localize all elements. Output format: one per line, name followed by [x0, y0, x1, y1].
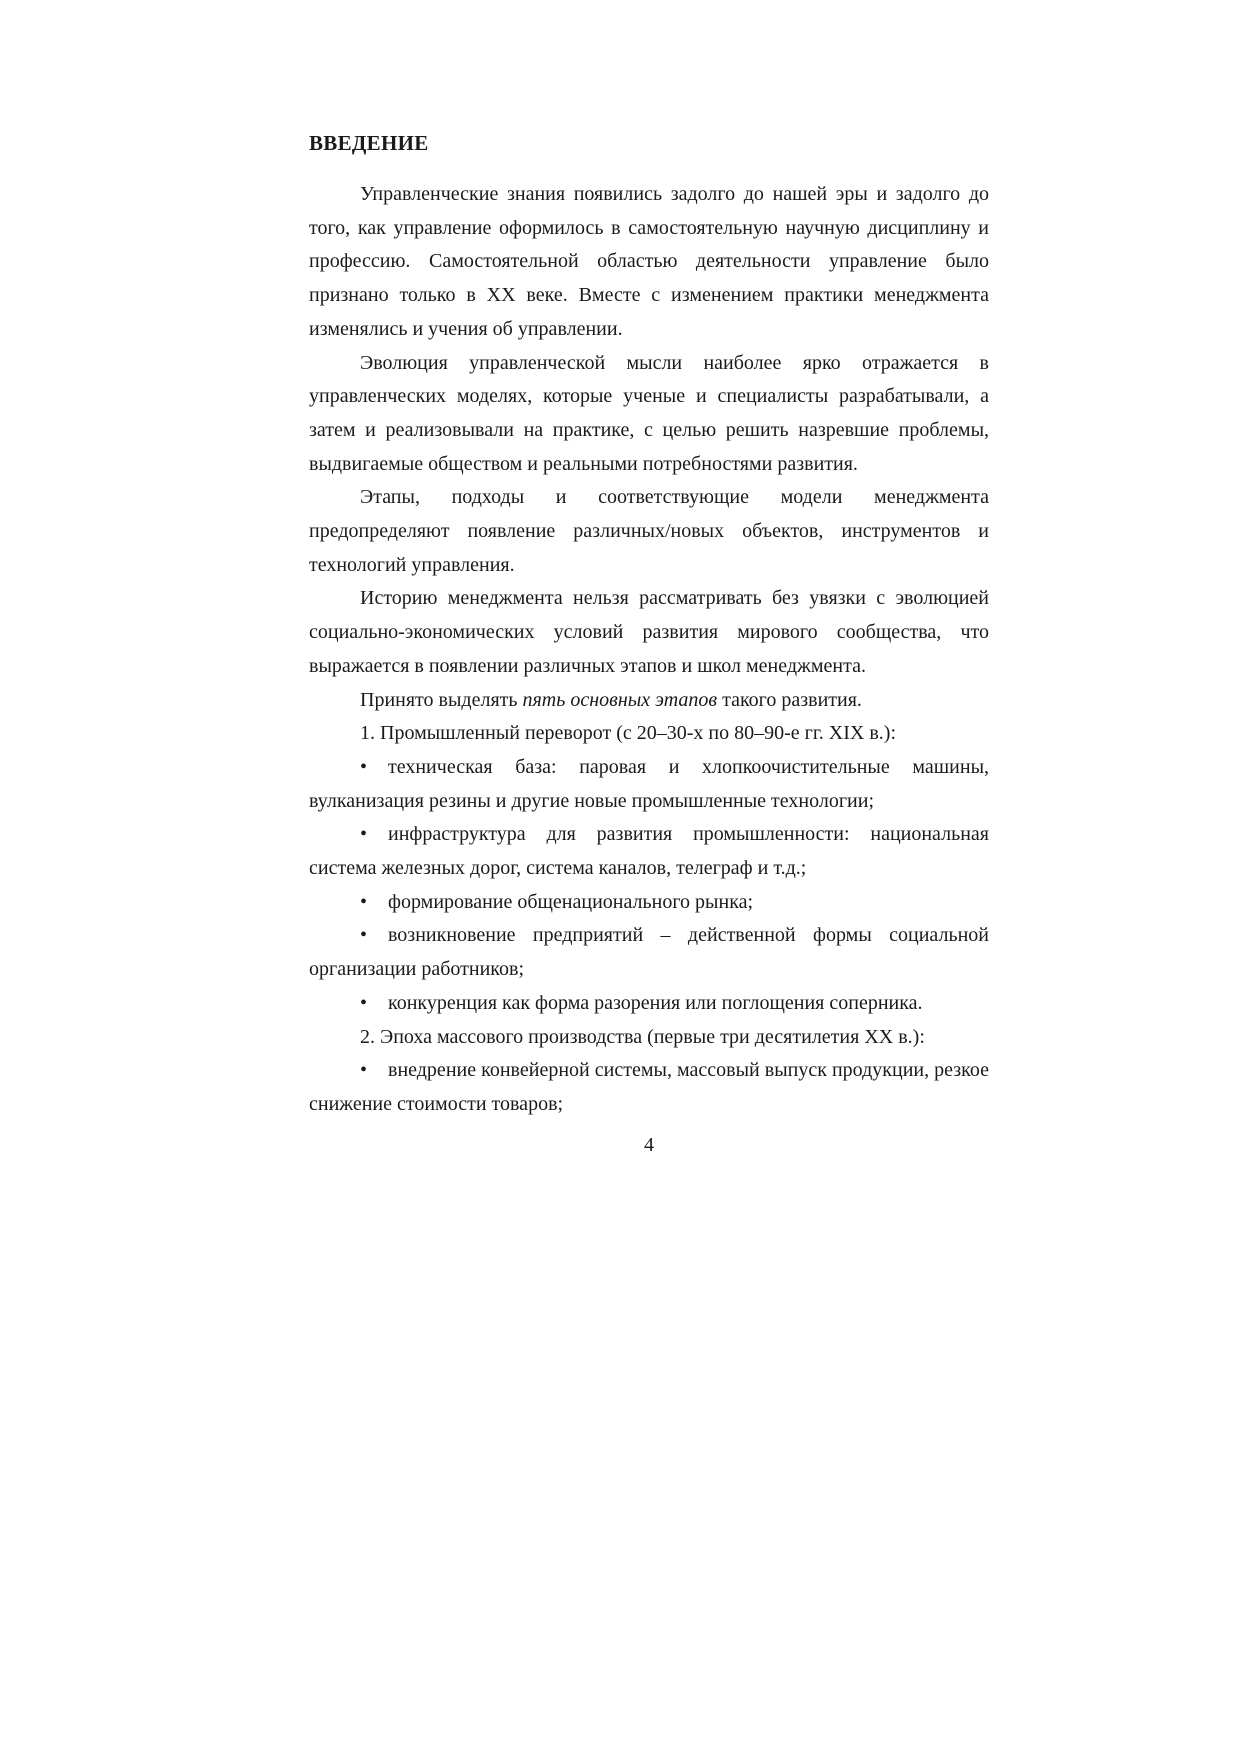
page-number: 4 [644, 1134, 654, 1156]
stage-2-title: 2. Эпоха массового производства (первые три десятилетия XX в.): [360, 1025, 925, 1048]
bullet-text: инфраструктура для развития промышленности: национальная система железных дорог, система каналов, телеграф и т.д.; [309, 823, 989, 880]
bullet-text: возникновение предприятий – действенной формы социальной организации работников; [309, 924, 989, 981]
document-page [309, 128, 989, 1156]
stages-intro-paragraph [309, 684, 989, 718]
bullet-text: формирование общенационального рынка; [388, 890, 754, 913]
bullet-text: техническая база: паровая и хлопкоочистительные машины, вулканизация резины и другие новые промышленные технологии; [309, 755, 989, 812]
stage-1-bullet-item [309, 818, 989, 885]
bullet-icon: • [360, 991, 368, 1014]
stage-1-bullet-item [309, 987, 989, 1021]
stages-intro-emphasis: пять основных этапов [522, 688, 718, 711]
bullet-text: конкуренция как форма разорения или поглощения соперника. [388, 991, 923, 1014]
bullet-icon: • [360, 755, 368, 778]
bullet-text: внедрение конвейерной системы, массовый выпуск продукции, резкое снижение стоимости товаров; [309, 1059, 989, 1115]
intro-paragraph-2: Эволюция управленческой мысли наиболее ярко отражается в управленческих моделях, которые ученые и специалисты разрабатывали, а затем и реализовывали на практике, с целью решить назревшие проблемы, выдвигаемые обществом и реальными потребностями развития. [309, 351, 989, 475]
stage-1-bullet-item [309, 751, 989, 818]
section-heading: ВВЕДЕНИЕ [309, 131, 429, 155]
stage-2-bullet-item [309, 1054, 989, 1121]
stage-1-bullet-item [309, 919, 989, 986]
bullet-icon: • [360, 890, 368, 913]
bullet-icon: • [360, 924, 368, 947]
stages-intro-after: такого развития. [717, 688, 862, 711]
stages-intro-before: Принято выделять [360, 688, 523, 711]
intro-paragraph-3: Этапы, подходы и соответствующие модели менеджмента предопределяют появление различных/новых объектов, инструментов и технологий управления. [309, 486, 989, 576]
stage-1-bullet-item [309, 886, 989, 920]
bullet-icon: • [360, 1059, 368, 1082]
bullet-icon: • [360, 823, 368, 846]
intro-paragraph-1: Управленческие знания появились задолго до нашей эры и задолго до того, как управление оформилось в самостоятельную научную дисциплину и профессию. Самостоятельной областью деятельности управление было признано только в XX веке. Вместе с изменением практики менеджмента изменялись и учения об управлении. [309, 183, 989, 340]
intro-paragraph-4: Историю менеджмента нельзя рассматривать без увязки с эволюцией социально-экономических условий развития мирового сообщества, что выражается в появлении различных этапов и школ менеджмента. [309, 587, 989, 677]
stage-1-title: 1. Промышленный переворот (с 20–30-х по 80–90-е гг. XIX в.): [360, 722, 896, 745]
